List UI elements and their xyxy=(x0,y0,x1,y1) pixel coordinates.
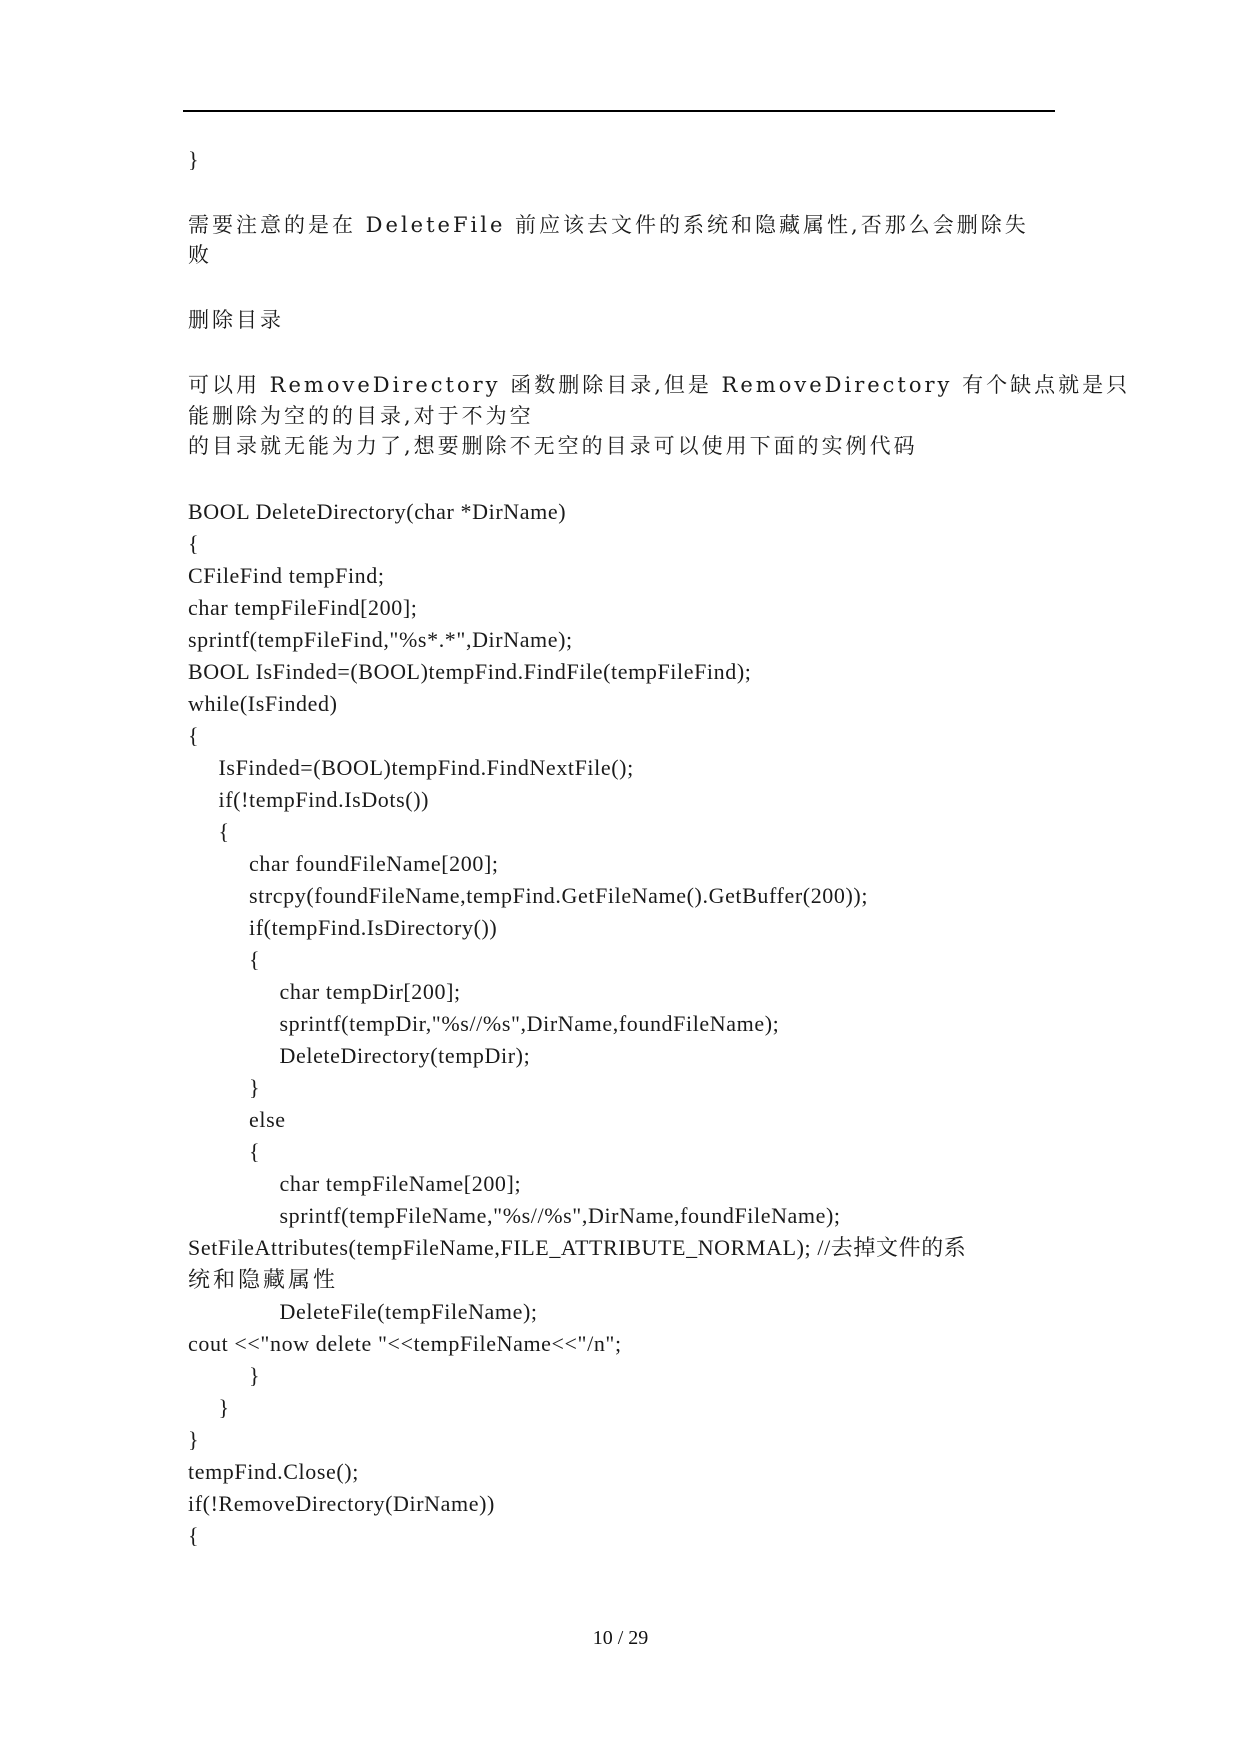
paragraph-line-1: 可以用 RemoveDirectory 函数删除目录,但是 RemoveDirectory 有个缺点就是只 xyxy=(188,373,1131,397)
note-line-2: 败 xyxy=(188,243,212,267)
code-line: { xyxy=(188,947,261,972)
code-line: sprintf(tempFileFind,"%s*.*",DirName); xyxy=(188,627,573,652)
code-line: char tempDir[200]; xyxy=(188,979,461,1004)
code-line: if(!tempFind.IsDots()) xyxy=(188,787,430,812)
code-line: { xyxy=(188,531,200,556)
code-line: IsFinded=(BOOL)tempFind.FindNextFile(); xyxy=(188,755,634,780)
code-line: { xyxy=(188,1139,261,1164)
code-line: BOOL IsFinded=(BOOL)tempFind.FindFile(tempFileFind); xyxy=(188,659,752,684)
code-line: if(tempFind.IsDirectory()) xyxy=(188,915,498,940)
paragraph-line-2: 能删除为空的的目录,对于不为空 xyxy=(188,404,534,428)
code-line: sprintf(tempFileName,"%s//%s",DirName,foundFileName); xyxy=(188,1203,841,1228)
code-line: { xyxy=(188,723,200,748)
closing-brace: } xyxy=(188,147,200,172)
note-line-1: 需要注意的是在 DeleteFile 前应该去文件的系统和隐藏属性,否那么会删除失 xyxy=(188,213,1029,237)
code-line: cout <<"now delete "<<tempFileName<<"/n"; xyxy=(188,1331,622,1356)
code-line: strcpy(foundFileName,tempFind.GetFileName().GetBuffer(200)); xyxy=(188,883,869,908)
code-line: 统和隐藏属性 xyxy=(188,1267,339,1292)
code-line: else xyxy=(188,1107,286,1132)
code-line: } xyxy=(188,1395,230,1420)
code-line: SetFileAttributes(tempFileName,FILE_ATTRIBUTE_NORMAL); //去掉文件的系 xyxy=(188,1235,967,1260)
code-line: BOOL DeleteDirectory(char *DirName) xyxy=(188,499,567,524)
code-line: DeleteFile(tempFileName); xyxy=(188,1299,538,1324)
code-line: } xyxy=(188,1363,261,1388)
code-line: char foundFileName[200]; xyxy=(188,851,499,876)
code-line: char tempFileName[200]; xyxy=(188,1171,522,1196)
code-line: char tempFileFind[200]; xyxy=(188,595,418,620)
code-line: if(!RemoveDirectory(DirName)) xyxy=(188,1491,495,1516)
code-line: DeleteDirectory(tempDir); xyxy=(188,1043,531,1068)
section-heading: 删除目录 xyxy=(188,308,284,332)
code-line: sprintf(tempDir,"%s//%s",DirName,foundFileName); xyxy=(188,1011,780,1036)
code-line: { xyxy=(188,1523,200,1548)
code-line: { xyxy=(188,819,230,844)
code-line: } xyxy=(188,1075,261,1100)
header-rule xyxy=(183,110,1055,112)
paragraph-line-3: 的目录就无能为力了,想要删除不无空的目录可以使用下面的实例代码 xyxy=(188,434,918,458)
code-line: while(IsFinded) xyxy=(188,691,338,716)
page-number: 10 / 29 xyxy=(592,1627,649,1649)
code-line: tempFind.Close(); xyxy=(188,1459,359,1484)
code-line: } xyxy=(188,1427,200,1452)
code-line: CFileFind tempFind; xyxy=(188,563,385,588)
